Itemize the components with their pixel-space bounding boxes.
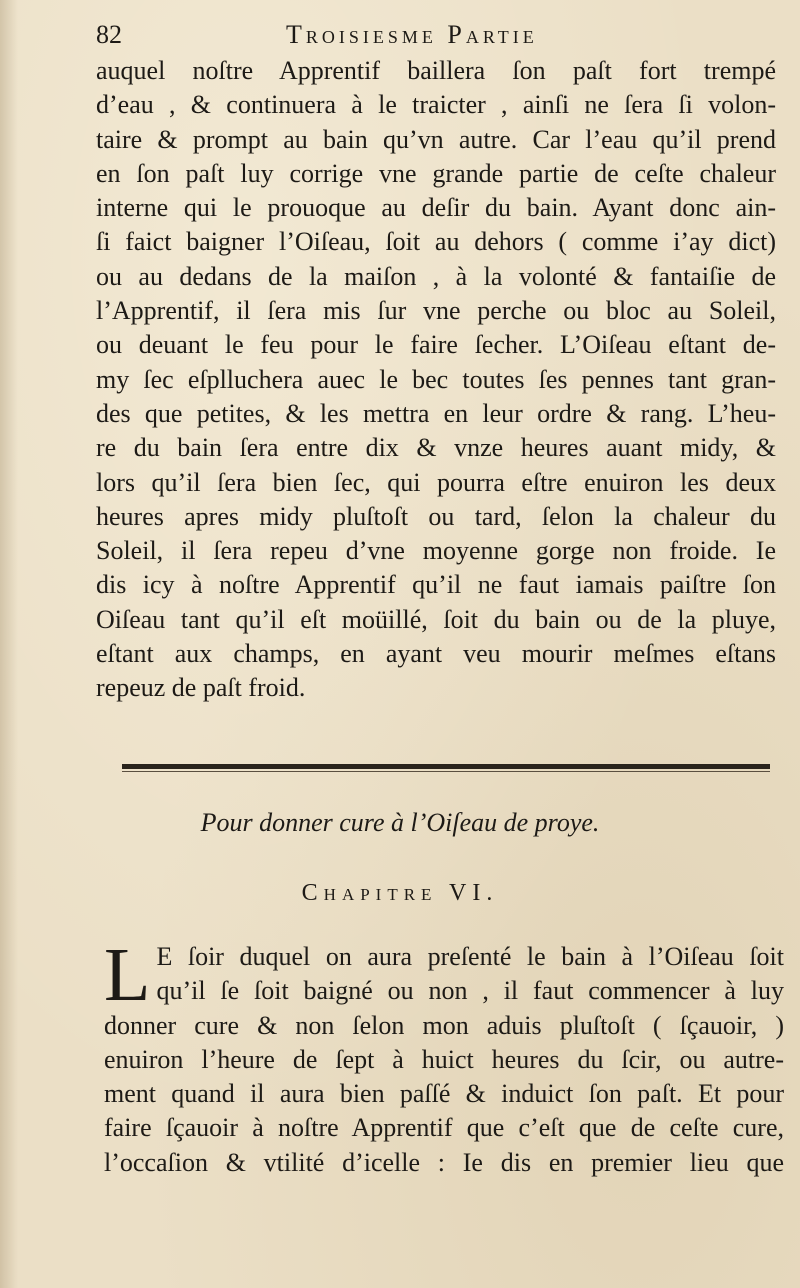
text-line: my ſec eſplluchera auec le bec toutes ſes pennes tant gran- bbox=[96, 364, 776, 394]
text-line: d’eau , & continuera à le traicter , ainſi ne ſera ſi volon- bbox=[96, 90, 776, 120]
text-line: donner cure & non ſelon mon aduis pluſtoſt ( ſçauoir, ) bbox=[104, 1010, 784, 1040]
page-gutter-shadow bbox=[0, 0, 18, 1288]
body-paragraph bbox=[96, 54, 776, 706]
text-line: ment quand il aura bien paſſé & induict ſon paſt. Et pour bbox=[104, 1079, 784, 1109]
text-line: des que petites, & les mettra en leur ordre & rang. L’heu- bbox=[96, 398, 776, 428]
text-line: qu’il ſe ſoit baigné ou non , il faut commencer à luy bbox=[156, 976, 784, 1006]
drop-cap: L bbox=[104, 933, 151, 1017]
text-line: ſi faict baigner l’Oiſeau, ſoit au dehors ( comme i’ay dict) bbox=[96, 227, 776, 257]
text-line: taire & prompt au bain qu’vn autre. Car l’eau qu’il prend bbox=[96, 124, 776, 154]
text-line: lors qu’il ſera bien ſec, qui pourra eſtre enuiron les deux bbox=[96, 467, 776, 497]
page-number: 82 bbox=[96, 20, 122, 49]
text-line: re du bain ſera entre dix & vnze heures auant midy, & bbox=[96, 433, 776, 463]
section-title: Pour donner cure à l’Oiſeau de proye. bbox=[200, 808, 600, 837]
chapter-paragraph bbox=[104, 933, 784, 1180]
section-divider-thin-rule bbox=[122, 771, 770, 772]
text-line: dis icy à noſtre Apprentif qu’il ne faut iamais paiſtre ſon bbox=[96, 570, 776, 600]
section-divider-rule bbox=[122, 764, 770, 769]
text-line: Oiſeau tant qu’il eſt moüillé, ſoit du bain ou de la pluye, bbox=[96, 604, 776, 634]
text-line: ou deuant le feu pour le faire ſecher. L’Oiſeau eſtant de- bbox=[96, 330, 776, 360]
text-line: E ſoir duquel on aura preſenté le bain à l’Oiſeau ſoit bbox=[156, 942, 784, 971]
text-line: en ſon paſt luy corrige vne grande partie de ceſte chaleur bbox=[96, 158, 776, 188]
text-line: faire ſçauoir à noſtre Apprentif que c’eſt que de ceſte cure, bbox=[104, 1113, 784, 1143]
text-line: auquel noſtre Apprentif baillera ſon paſt fort trempé bbox=[96, 56, 776, 85]
text-line: Soleil, il ſera repeu d’vne moyenne gorge non froide. Ie bbox=[96, 536, 776, 566]
text-line: l’Apprentif, il ſera mis ſur vne perche ou bloc au Soleil, bbox=[96, 296, 776, 326]
text-line: heures apres midy pluſtoſt ou tard, ſelon la chaleur du bbox=[96, 501, 776, 531]
text-line: enuiron l’heure de ſept à huict heures du ſcir, ou autre- bbox=[104, 1044, 784, 1074]
text-line: l’occaſion & vtilité d’icelle : Ie dis en premier lieu que bbox=[104, 1147, 784, 1177]
text-line: ou au dedans de la maiſon , à la volonté & fantaiſie de bbox=[96, 261, 776, 291]
running-head-title: Troisiesme Partie bbox=[286, 20, 538, 49]
chapter-heading: Chapitre VI. bbox=[301, 880, 499, 906]
text-line: interne qui le prouoque au deſir du bain. Ayant donc ain- bbox=[96, 193, 776, 223]
text-line: repeuz de paſt froid. bbox=[96, 673, 306, 703]
text-line: eſtant aux champs, en ayant veu mourir meſmes eſtans bbox=[96, 639, 776, 669]
running-head bbox=[96, 18, 756, 52]
